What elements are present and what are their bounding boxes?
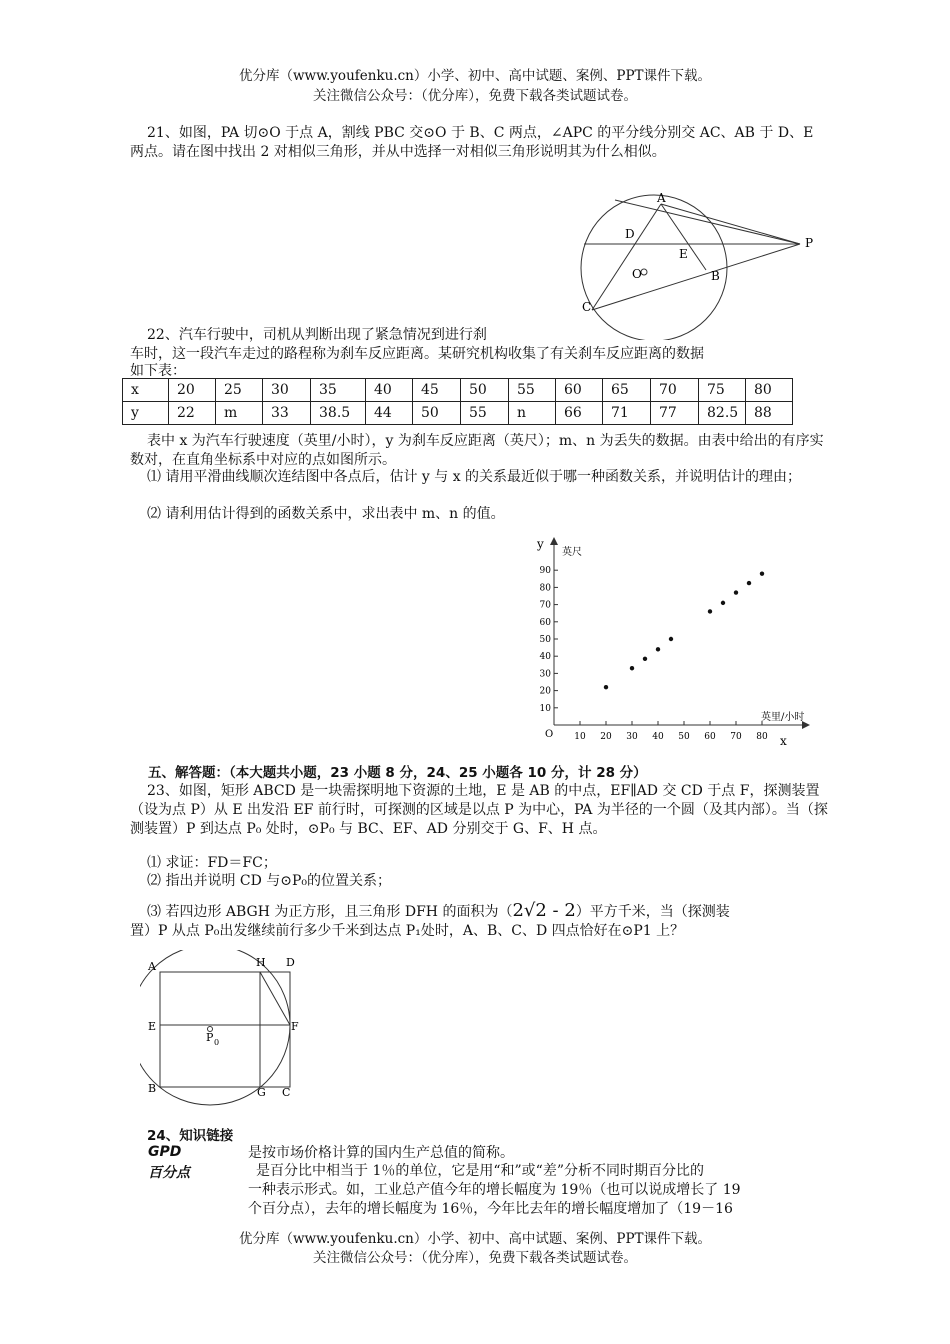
table-cell: 66 (556, 402, 603, 425)
y-axis-arrow (550, 537, 558, 545)
x-tick-label: 80 (756, 732, 768, 742)
q23-figure (140, 950, 330, 1110)
y-tick-label: 40 (539, 652, 551, 663)
table-cell: 35 (311, 379, 366, 402)
data-point (708, 609, 712, 613)
table-cell: 70 (651, 379, 699, 402)
label-p0: P (206, 1031, 214, 1044)
data-point (656, 647, 660, 651)
table-cell: 65 (603, 379, 651, 402)
secant-pc (592, 244, 800, 310)
q23-part3-b: ）平方千米，当（探测装 (575, 904, 730, 920)
label-p: P (805, 236, 814, 250)
table-cell: 45 (413, 379, 461, 402)
table-cell: 50 (413, 402, 461, 425)
chart-ticks (540, 566, 768, 742)
table-cell: 25 (216, 379, 263, 402)
q24-title: 24、知识链接 (147, 1128, 234, 1144)
y-axis-label: y (537, 537, 544, 551)
label-c: C (282, 1086, 291, 1099)
x-tick-label: 50 (678, 732, 690, 742)
table-row (123, 379, 793, 402)
table-cell: 82.5 (699, 402, 746, 425)
header-line-1: 优分库（www.youfenku.cn）小学、初中、高中试题、案例、PPT课件下载。 (238, 68, 712, 84)
data-point (721, 601, 725, 605)
table-cell: y (123, 402, 169, 425)
table-cell: 33 (263, 402, 311, 425)
tangent-pa (615, 200, 800, 244)
footer-line-1: 优分库（www.youfenku.cn）小学、初中、高中试题、案例、PPT课件下载。 (238, 1231, 712, 1247)
q24-def-line1: 是百分比中相当于 1％的单位，它是用“和”或“差”分析不同时期百分比的 (256, 1163, 704, 1179)
label-e: E (148, 1020, 157, 1033)
q22-part1: ⑴ 请用平滑曲线顺次连结图中各点后，估计 y 与 x 的关系最近似于哪一种函数关系，并说明估计的理由； (147, 469, 802, 485)
table-cell: 38.5 (311, 402, 366, 425)
table-cell: 88 (746, 402, 793, 425)
line-ac (592, 204, 661, 310)
x-tick-label: 30 (626, 732, 638, 742)
table-cell: n (509, 402, 556, 425)
table-cell: 20 (169, 379, 216, 402)
x-tick-label: 60 (704, 732, 716, 742)
q23-part3-a: ⑶ 若四边形 ABGH 为正方形，且三角形 DFH 的面积为（ (147, 904, 513, 920)
table-cell: m (216, 402, 263, 425)
x-tick-label: 10 (574, 732, 586, 742)
q22-scatter-chart (530, 535, 810, 750)
y-tick-label: 90 (539, 566, 551, 577)
q24-def-line2: 一种表示形式。如，工业总产值今年的增长幅度为 19％（也可以说成增长了 19 (248, 1182, 741, 1198)
line-ap (661, 204, 800, 244)
chart-axes (550, 537, 810, 729)
table-cell: 44 (366, 402, 413, 425)
label-b: B (711, 269, 720, 283)
table-cell: 30 (263, 379, 311, 402)
table-cell: 55 (461, 402, 509, 425)
table-row (123, 402, 793, 425)
chart-points (604, 571, 764, 689)
y-tick-label: 70 (539, 600, 551, 611)
circle-p0 (140, 950, 290, 1105)
label-e: E (679, 247, 688, 261)
table-cell: 55 (509, 379, 556, 402)
origin-label: O (545, 729, 554, 740)
y-tick-label: 20 (539, 686, 551, 697)
y-tick-label: 80 (539, 583, 551, 594)
q22-part2: ⑵ 请利用估计得到的函数关系中，求出表中 m、n 的值。 (147, 506, 505, 522)
y-tick-label: 30 (539, 669, 551, 680)
q21-text: 21、如图，PA 切⊙O 于点 A，割线 PBC 交⊙O 于 B、C 两点，∠APC 的平分线分别交 AC、AB 于 D、E 两点。请在图中找出 2 对相似三角形，并从中选择一对相似三角形说明其为什么相似。 (130, 125, 814, 160)
header-line-2: 关注微信公众号：（优分库），免费下载各类试题试卷。 (313, 88, 637, 104)
q23-text: 23、如图，矩形 ABCD 是一块需探明地下资源的土地，E 是 AB 的中点，EF∥AD 交 CD 于点 F，探测装置（设为点 P）从 E 出发沿 EF 前行时，可探测的区域是以点 P 为中心，PA 为半径的一个圆（及其内部）。当（探测装置）P 到达点 P₀ 处时，⊙P₀ 与 BC、EF、AD 分别交于 G、F、H 点。 (130, 783, 828, 837)
table-cell: 60 (556, 379, 603, 402)
center-o (641, 269, 647, 275)
label-b: B (148, 1082, 157, 1095)
q22-desc: 表中 x 为汽车行驶速度（英里/小时），y 为刹车反应距离（英尺）；m、n 为丢失的数据。由表中给出的有序实数对，在直角坐标系中对应的点如图所示。 (130, 433, 824, 468)
q23-part3-line2: 置）P 从点 P₀出发继续前行多少千米到达点 P₁处时，A、B、C、D 四点恰好在⊙P1 上？ (130, 923, 685, 939)
x-axis-label: x (780, 734, 787, 748)
x-tick-label: 40 (652, 732, 664, 742)
table-cell: 80 (746, 379, 793, 402)
label-o: O (632, 267, 642, 281)
y-tick-label: 60 (539, 617, 551, 628)
q24-def-percent-point (248, 1162, 838, 1219)
label-a: A (657, 191, 666, 205)
q23-part2: ⑵ 指出并说明 CD 与⊙P₀的位置关系； (147, 873, 392, 889)
label-d: D (625, 227, 635, 241)
data-point (643, 657, 647, 661)
q22-intro-line3: 如下表： (130, 363, 186, 379)
footer-line-2: 关注微信公众号：（优分库），免费下载各类试题试卷。 (313, 1250, 637, 1266)
label-f: F (291, 1020, 299, 1033)
data-point (734, 590, 738, 594)
data-point (630, 666, 634, 670)
q23-part1: ⑴ 求证：FD＝FC； (147, 855, 277, 871)
label-c: C (582, 300, 592, 314)
data-point (604, 685, 608, 689)
q22-intro-line1: 22、汽车行驶中，司机从判断出现了紧急情况到进行刹 (147, 327, 487, 343)
table-cell: 50 (461, 379, 509, 402)
q22-data-table (122, 378, 793, 425)
rectangle-abcd (160, 972, 290, 1087)
label-p0-sub: 0 (214, 1038, 220, 1047)
table-cell: 71 (603, 402, 651, 425)
y-unit-label: 英尺 (562, 547, 582, 558)
table-cell: 40 (366, 379, 413, 402)
q23-part3-line1 (130, 901, 830, 922)
table-cell: 22 (169, 402, 216, 425)
q24-term-percent-point: 百分点 (148, 1165, 190, 1181)
y-tick-label: 10 (539, 703, 551, 714)
table-cell: x (123, 379, 169, 402)
table-cell: 75 (699, 379, 746, 402)
label-g: G (257, 1086, 266, 1099)
label-d: D (286, 956, 295, 969)
label-a: A (148, 960, 156, 973)
table-cell: 77 (651, 402, 699, 425)
x-unit-label: 英里/小时 (761, 712, 805, 723)
q24-def-line3: 个百分点），去年的增长幅度为 16％，今年比去年的增长幅度增加了（19－16 (248, 1201, 733, 1217)
y-tick-label: 50 (539, 635, 551, 645)
q24-term-gpd: GPD (148, 1144, 182, 1160)
q21-figure (570, 190, 830, 340)
x-tick-label: 20 (600, 732, 612, 742)
data-point (747, 581, 751, 585)
q24-def-gpd: 是按市场价格计算的国内生产总值的简称。 (248, 1145, 514, 1161)
q23-area-formula: 2√2 - 2 (512, 900, 576, 921)
data-point (669, 637, 673, 641)
x-tick-label: 70 (730, 732, 742, 742)
data-point (760, 571, 764, 575)
q22-intro-line2: 车时，这一段汽车走过的路程称为刹车反应距离。某研究机构收集了有关刹车反应距离的数据 (130, 346, 704, 362)
section-5-title: 五、解答题：（本大题共小题，23 小题 8 分，24、25 小题各 10 分，计 28 分） (148, 765, 647, 781)
label-h: H (256, 956, 266, 969)
